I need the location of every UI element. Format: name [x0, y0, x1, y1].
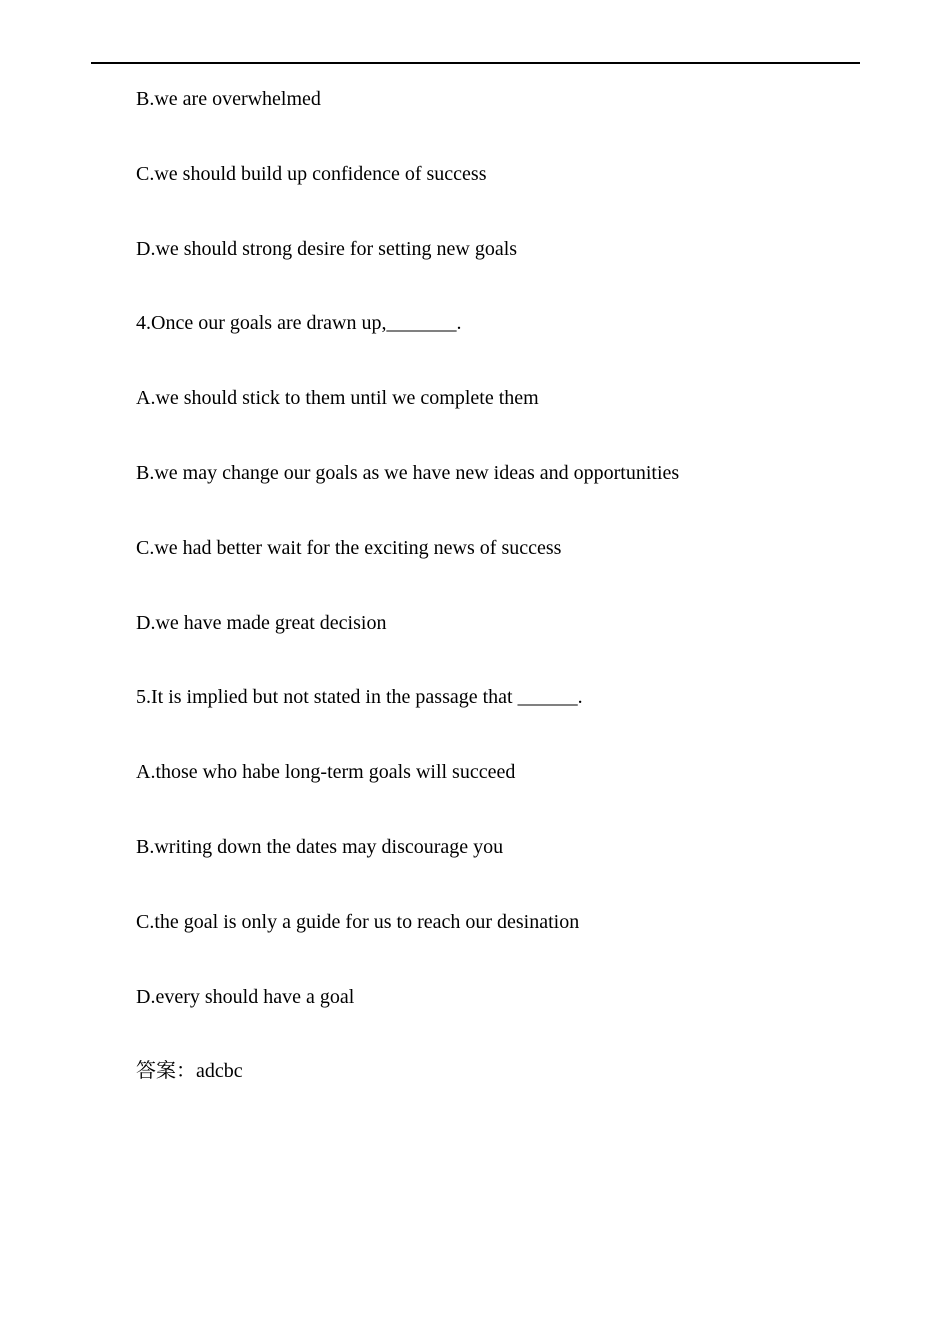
option-3c: C.we should build up confidence of success	[136, 162, 487, 185]
option-5d: D.every should have a goal	[136, 985, 355, 1008]
option-4b: B.we may change our goals as we have new ideas and opportunities	[136, 461, 680, 484]
question-5: 5.It is implied but not stated in the passage that ______.	[136, 686, 583, 709]
option-5b: B.writing down the dates may discourage you	[136, 835, 504, 858]
option-5c: C.the goal is only a guide for us to reach our desination	[136, 910, 580, 933]
option-4c: C.we had better wait for the exciting news of success	[136, 536, 562, 559]
option-4a: A.we should stick to them until we complete them	[136, 387, 539, 410]
option-5a: A.those who habe long-term goals will succeed	[136, 761, 516, 784]
option-4d: D.we have made great decision	[136, 611, 387, 634]
header-rule	[91, 62, 860, 64]
document-body	[136, 86, 856, 1133]
question-4: 4.Once our goals are drawn up,_______.	[136, 312, 462, 335]
answer-key: 答案：adcbc	[136, 1060, 243, 1083]
option-3d: D.we should strong desire for setting new goals	[136, 237, 518, 260]
option-3b: B.we are overwhelmed	[136, 88, 321, 110]
